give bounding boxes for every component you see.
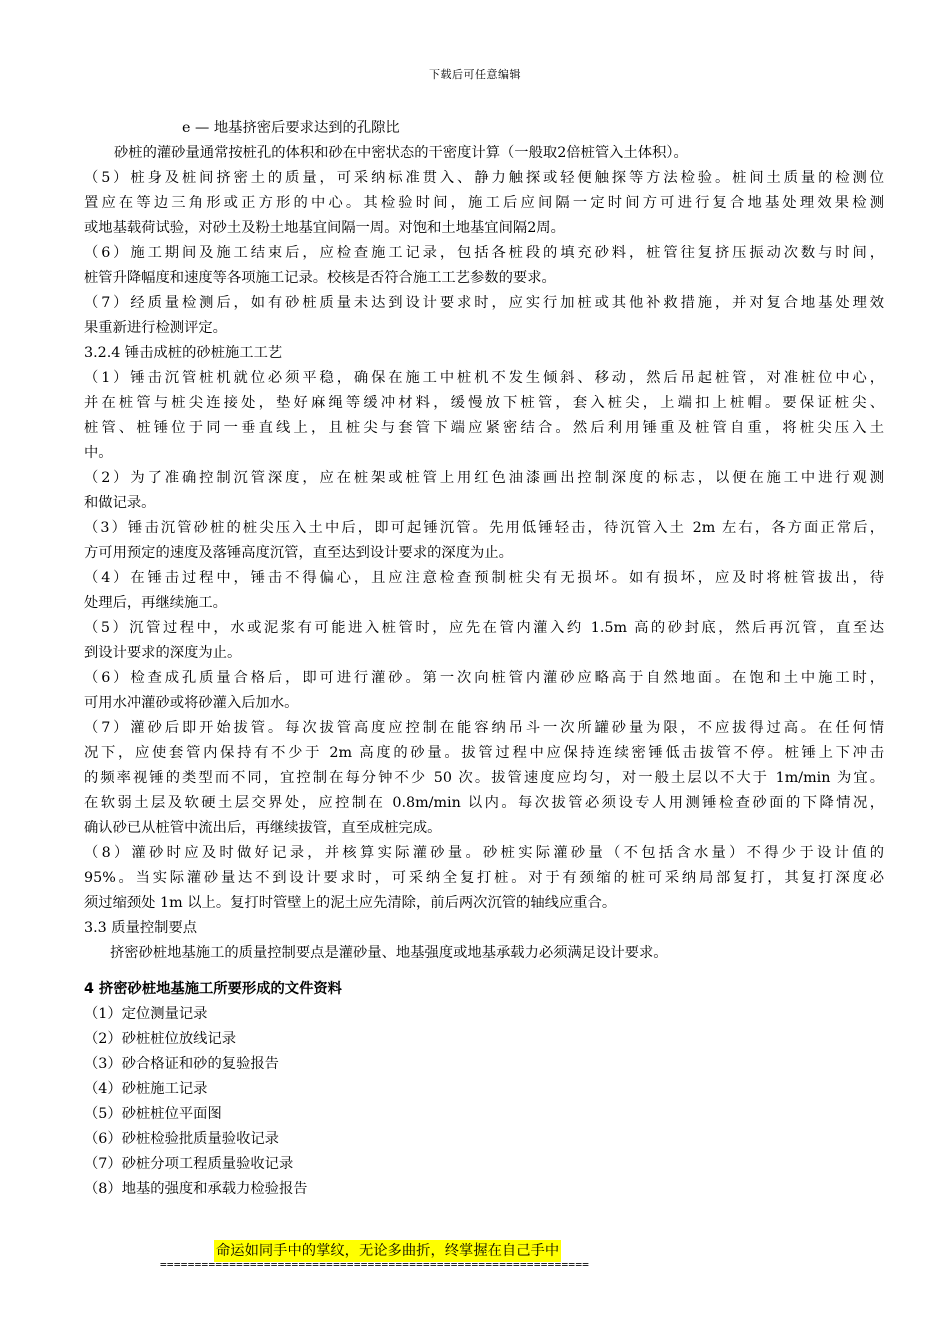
paragraph-line: （2）为了准确控制沉管深度，应在桩架或桩管上用红色油漆画出控制深度的标志，以便在施工中进行观测 [84,470,884,486]
paragraph-line: （5）沉管过程中，水或泥浆有可能进入桩管时，应先在管内灌入约 1.5m 高的砂封底，然后再沉管，直至达 [84,620,884,636]
paragraph-line: 确认砂已从桩管中流出后，再继续拔管，直至成桩完成。 [84,820,442,836]
list-item: （2）砂桩桩位放线记录 [84,1031,237,1047]
paragraph-line: 置应在等边三角形或正方形的中心。其检验时间，施工后应间隔一定时间方可进行复合地基处理效果检测 [84,195,884,211]
chapter-heading: 4 挤密砂桩地基施工所要形成的文件资料 [84,981,342,997]
paragraph-line: 在软弱土层及软硬土层交界处，应控制在 0.8m/min 以内。每次拔管必须设专人用测锤检查砂面的下降情况， [84,795,884,811]
paragraph-line: 的频率视锤的类型而不同，宜控制在每分钟不少 50 次。拔管速度应均匀，对一般土层以不大于 1m/min 为宜。 [84,770,884,786]
section-heading: 3.2.4 锤击成桩的砂桩施工工艺 [84,345,283,361]
formula-note: e — 地基挤密后要求达到的孔隙比 [182,120,400,136]
paragraph-line: 到设计要求的深度为止。 [84,645,242,661]
paragraph-line: 桩管、桩锤位于同一垂直线上，且桩尖与套管下端应紧密结合。然后利用锤重及桩管自重，将桩尖压入土 [84,420,884,436]
list-item: （1）定位测量记录 [84,1006,208,1022]
paragraph-line: 桩管升降幅度和速度等各项施工记录。校核是否符合施工工艺参数的要求。 [84,270,556,286]
footer-rule: ============================================================== [160,1258,590,1271]
paragraph-line: （3）锤击沉管砂桩的桩尖压入土中后，即可起锤沉管。先用低锤轻击，待沉管入土 2m 左右，各方面正常后， [84,520,884,536]
paragraph-line: 方可用预定的速度及落锤高度沉管，直至达到设计要求的深度为止。 [84,545,513,561]
footer-motto: 命运如同手中的掌纹，无论多曲折，终掌握在自己手中 [214,1240,561,1262]
paragraph-line: （5）桩身及桩间挤密土的质量，可采纳标准贯入、静力触探或轻便触探等方法检验。桩间土质量的检测位 [84,170,884,186]
paragraph-line: （6）施工期间及施工结束后，应检查施工记录，包括各桩段的填充砂料，桩管往复挤压振动次数与时间， [84,245,884,261]
document-body [84,116,884,1202]
paragraph-line: （8）灌砂时应及时做好记录，并核算实际灌砂量。砂桩实际灌砂量（不包括含水量）不得少于设计值的 [84,845,884,861]
paragraph-line: （7）经质量检测后，如有砂桩质量未达到设计要求时，应实行加桩或其他补救措施，并对复合地基处理效 [84,295,884,311]
paragraph-line: 或地基载荷试验，对砂土及粉土地基宜间隔一周。对饱和土地基宜间隔2周。 [84,220,565,236]
paragraph-line: 中。 [84,445,113,461]
paragraph-line: 95%。当实际灌砂量达不到设计要求时，可采纳全复打桩。对于有颈缩的桩可采纳局部复打，其复打深度必 [84,870,884,886]
paragraph-line: 砂桩的灌砂量通常按桩孔的体积和砂在中密状态的干密度计算（一般取2倍桩管入土体积）。 [114,145,688,161]
section-heading: 3.3 质量控制要点 [84,920,198,936]
paragraph-line: 况下，应使套管内保持有不少于 2m 高度的砂量。拔管过程中应保持连续密锤低击拔管不停。桩锤上下冲击 [84,745,884,761]
paragraph-line: 并在桩管与桩尖连接处，垫好麻绳等缓冲材料，缓慢放下桩管，套入桩尖，上端扣上桩帽。要保证桩尖、 [84,395,884,411]
list-item: （7）砂桩分项工程质量验收记录 [84,1156,294,1172]
paragraph-line: 可用水冲灌砂或将砂灌入后加水。 [84,695,299,711]
list-item: （5）砂桩桩位平面图 [84,1106,222,1122]
page-header: 下载后可任意编辑 [429,68,521,81]
paragraph-line: 处理后，再继续施工。 [84,595,227,611]
list-item: （8）地基的强度和承载力检验报告 [84,1181,308,1197]
paragraph-line: 果重新进行检测评定。 [84,320,227,336]
paragraph-line: 和做记录。 [84,495,156,511]
paragraph-line: 挤密砂桩地基施工的质量控制要点是灌砂量、地基强度或地基承载力必须满足设计要求。 [110,945,668,961]
paragraph-line: 须过缩颈处 1m 以上。复打时管壁上的泥土应先清除，前后两次沉管的轴线应重合。 [84,895,617,911]
list-item: （3）砂合格证和砂的复验报告 [84,1056,279,1072]
list-item: （4）砂桩施工记录 [84,1081,208,1097]
paragraph-line: （6）检查成孔质量合格后，即可进行灌砂。第一次向桩管内灌砂应略高于自然地面。在饱和土中施工时， [84,670,884,686]
list-item: （6）砂桩检验批质量验收记录 [84,1131,279,1147]
paragraph-line: （7）灌砂后即开始拔管。每次拔管高度应控制在能容纳吊斗一次所罐砂量为限，不应拔得过高。在任何情 [84,720,884,736]
paragraph-line: （1）锤击沉管桩机就位必须平稳，确保在施工中桩机不发生倾斜、移动，然后吊起桩管，对准桩位中心， [84,370,884,386]
paragraph-line: （4）在锤击过程中，锤击不得偏心，且应注意检查预制桩尖有无损坏。如有损坏，应及时将桩管拔出，待 [84,570,884,586]
